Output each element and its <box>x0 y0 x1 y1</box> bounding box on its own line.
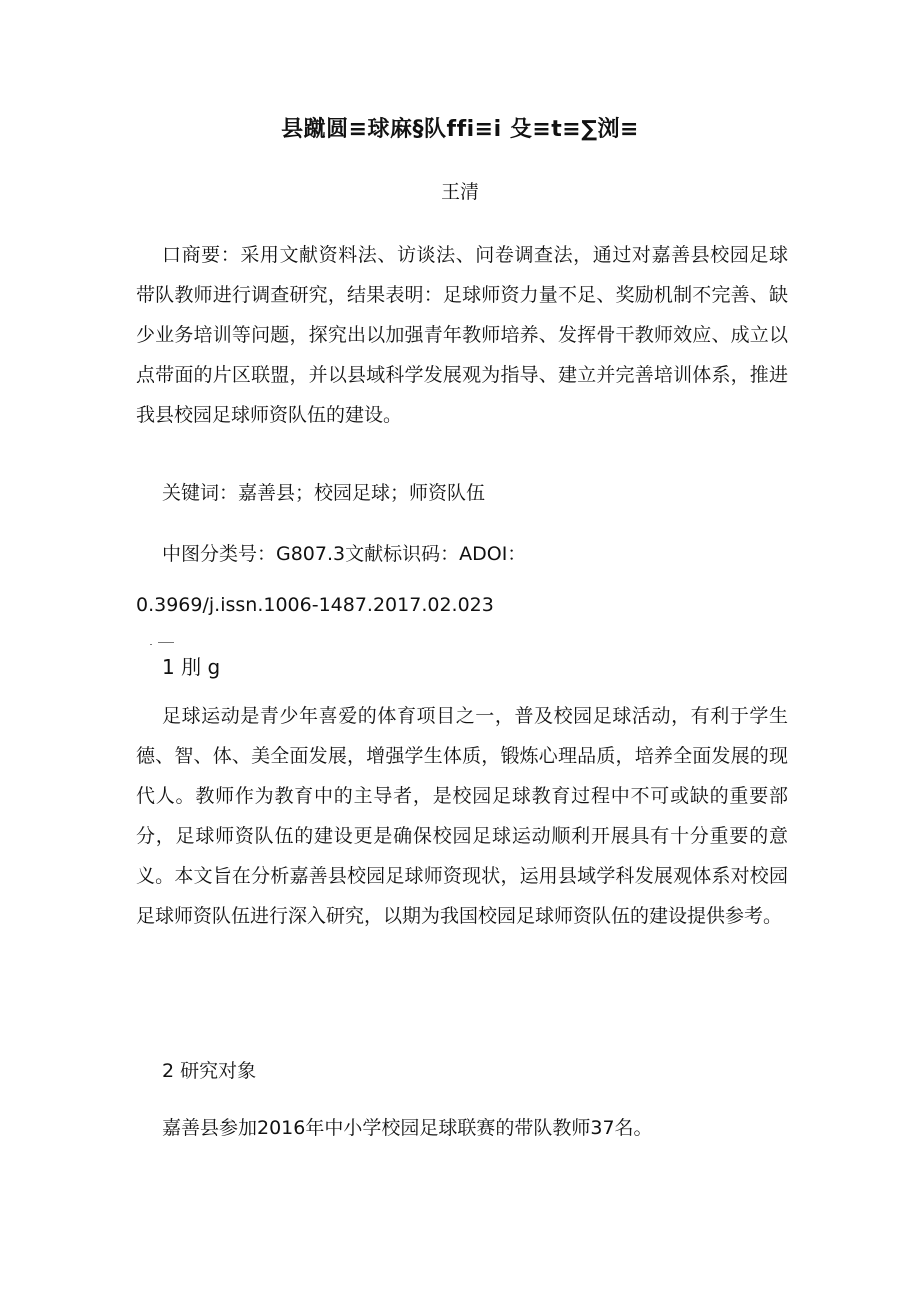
section-1-heading: 1 刖 g <box>162 655 221 679</box>
author-name: 王清 <box>440 181 479 203</box>
abstract-paragraph: 口商要：采用文献资料法、访谈法、问卷调查法，通过对嘉善县校园足球带队教师进行调查研究，结果表明：足球师资力量不足、奖励机制不完善、缺少业务培训等问题，探究出以加强青年教师培养、发挥骨干教师效应、成立以点带面的片区联盟，并以县域科学发展观为指导、建立并完善培训体系，推进我县校园足球师资队伍的建设。 <box>136 244 788 426</box>
keywords-line: 关键词：嘉善县；校园足球；师资队伍 <box>162 482 486 504</box>
section-1-paragraph: 足球运动是青少年喜爱的体育项目之一，普及校园足球活动，有利于学生德、智、体、美全面发展，增强学生体质，锻炼心理品质，培养全面发展的现代人。教师作为教育中的主导者，是校园足球教育过程中不可或缺的重要部分，足球师资队伍的建设更是确保校园足球运动顺利开展具有十分重要的意义。本文旨在分析嘉善县校园足球师资现状，运用县域学科发展观体系对校园足球师资队伍进行深入研究，以期为我国校园足球师资队伍的建设提供参考。 <box>136 705 788 927</box>
doi-line: 0.3969/j.issn.1006-1487.2017.02.023 <box>136 594 494 616</box>
paper-title: 县蹴圆≡球麻§队ffi≡i 殳≡t≡∑浏≡ <box>281 117 639 142</box>
section-2-heading: 2 研究对象 <box>162 1060 257 1082</box>
classification-line: 中图分类号：G807.3文献标识码：ADOI： <box>162 543 527 565</box>
section-2-paragraph: 嘉善县参加2016年中小学校园足球联赛的带队教师37名。 <box>162 1117 653 1139</box>
